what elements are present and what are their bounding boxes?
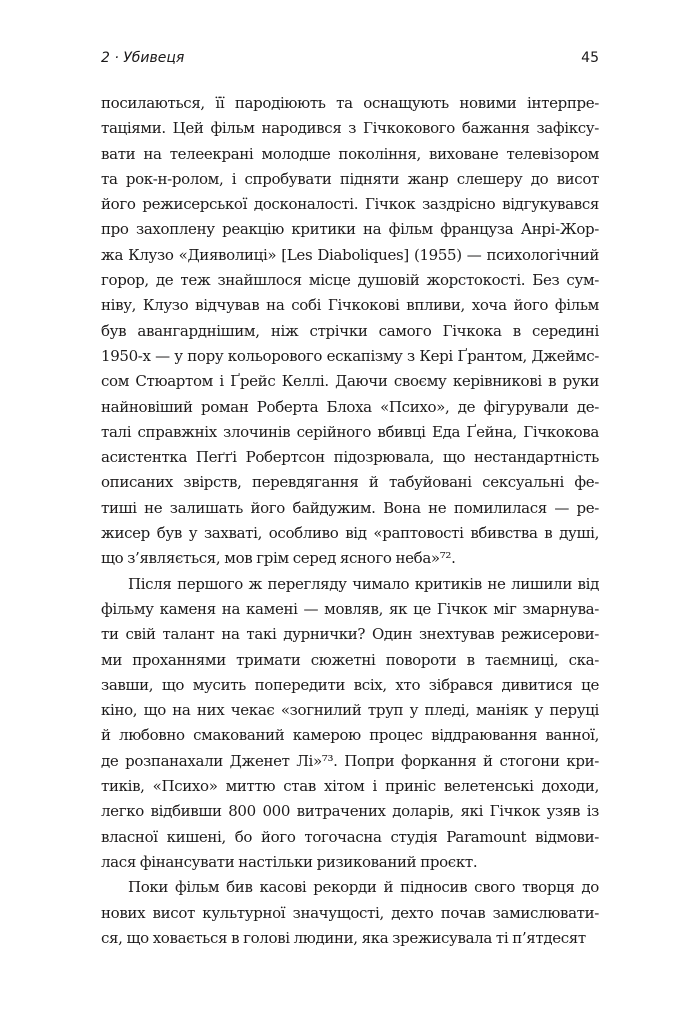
text-line: завши, що мусить попередити всіх, хто зібрався дивитися це xyxy=(101,675,599,694)
text-line: вати на телеекрані молодше покоління, виховане телевізором xyxy=(101,144,599,163)
running-header xyxy=(101,50,599,72)
text-line: про захоплену реакцію критики на фільм француза Анрі-Жор- xyxy=(101,220,599,239)
text-line: фільму каменя на камені — мовляв, як це Гічкок міг змарнува- xyxy=(101,599,599,618)
text-line: жа Клузо «Дияволиці» [Les Diaboliques] (1955) — психологічний xyxy=(101,245,599,264)
text-line: Після першого ж перегляду чимало критиків не лишили від xyxy=(128,574,599,593)
text-line: легко відбивши 800 000 витрачених доларів, які Гічкок узяв із xyxy=(101,802,599,821)
text-line: що з’являється, мов грім серед ясного неба»⁷². xyxy=(101,549,456,568)
text-line: та рок-н-ролом, і спробувати підняти жанр слешеру до висот xyxy=(101,169,599,188)
text-line: сом Стюартом і Ґрейс Келлі. Даючи своєму керівникові в руки xyxy=(101,372,599,391)
text-line: жисер був у захваті, особливо від «раптовості вбивства в душі, xyxy=(101,524,599,543)
text-line: й любовно смакований камерою процес віддраювання ванної, xyxy=(101,726,599,745)
chapter-title: 2 · Убивеця xyxy=(101,50,185,66)
text-line: Поки фільм бив касові рекорди й підносив свого творця до xyxy=(128,878,599,897)
text-line: ся, що ховається в голові людини, яка зрежисувала ті п’ятдесят xyxy=(101,928,586,947)
page-number: 45 xyxy=(581,50,599,66)
text-line: де розпанахали Дженет Лі»⁷³. Попри форкання й стогони кри- xyxy=(101,751,599,770)
body-text xyxy=(101,91,599,951)
text-line: описаних звірств, перевдягання й табуйовані сексуальні фе- xyxy=(101,473,599,492)
text-line: асистентка Пеґґі Робертсон підозрювала, що нестандартність xyxy=(101,448,599,467)
text-line: нових висот культурної значущості, дехто почав замислювати- xyxy=(101,903,599,922)
text-line: посилаються, її пародіюють та оснащують новими інтерпре- xyxy=(101,94,599,112)
text-line: тиші не залишать його байдужим. Вона не помилилася — ре- xyxy=(101,498,599,517)
text-line: горор, де теж знайшлося місце душовій жорстокості. Без сум- xyxy=(101,271,599,290)
text-line: тиків, «Психо» миттю став хітом і приніс велетенські доходи, xyxy=(101,777,599,796)
paragraph xyxy=(101,572,599,876)
text-line: 1950-х — у пору кольорового ескапізму з Кері Ґрантом, Джеймс- xyxy=(101,346,599,365)
text-line: таціями. Цей фільм народився з Гічкокового бажання зафіксу- xyxy=(101,119,599,138)
text-line: ми проханнями тримати сюжетні повороти в таємниці, ска- xyxy=(101,650,599,669)
text-line: лася фінансувати настільки ризикований проєкт. xyxy=(101,852,478,871)
text-line: ти свій талант на такі дурнички? Один знехтував режисерови- xyxy=(101,625,599,644)
text-line: ніву, Клузо відчував на собі Гічкокові впливи, хоча його фільм xyxy=(101,296,599,315)
text-line: власної кишені, бо його тогочасна студія Paramount відмови- xyxy=(101,827,599,846)
paragraph xyxy=(101,875,599,951)
text-line: кіно, що на них чекає «зогнилий труп у пледі, маніяк у перуці xyxy=(101,701,599,720)
text-line: найновіший роман Роберта Блоха «Психо», де фігурували де- xyxy=(101,397,599,416)
text-line: його режисерської досконалості. Гічкок заздрісно відгукувався xyxy=(101,195,599,214)
text-line: був авангарднішим, ніж стрічки самого Гічкока в середині xyxy=(101,321,599,340)
text-line: талі справжніх злочинів серійного вбивці Еда Ґейна, Гічкокова xyxy=(101,422,599,441)
paragraph xyxy=(101,91,599,572)
